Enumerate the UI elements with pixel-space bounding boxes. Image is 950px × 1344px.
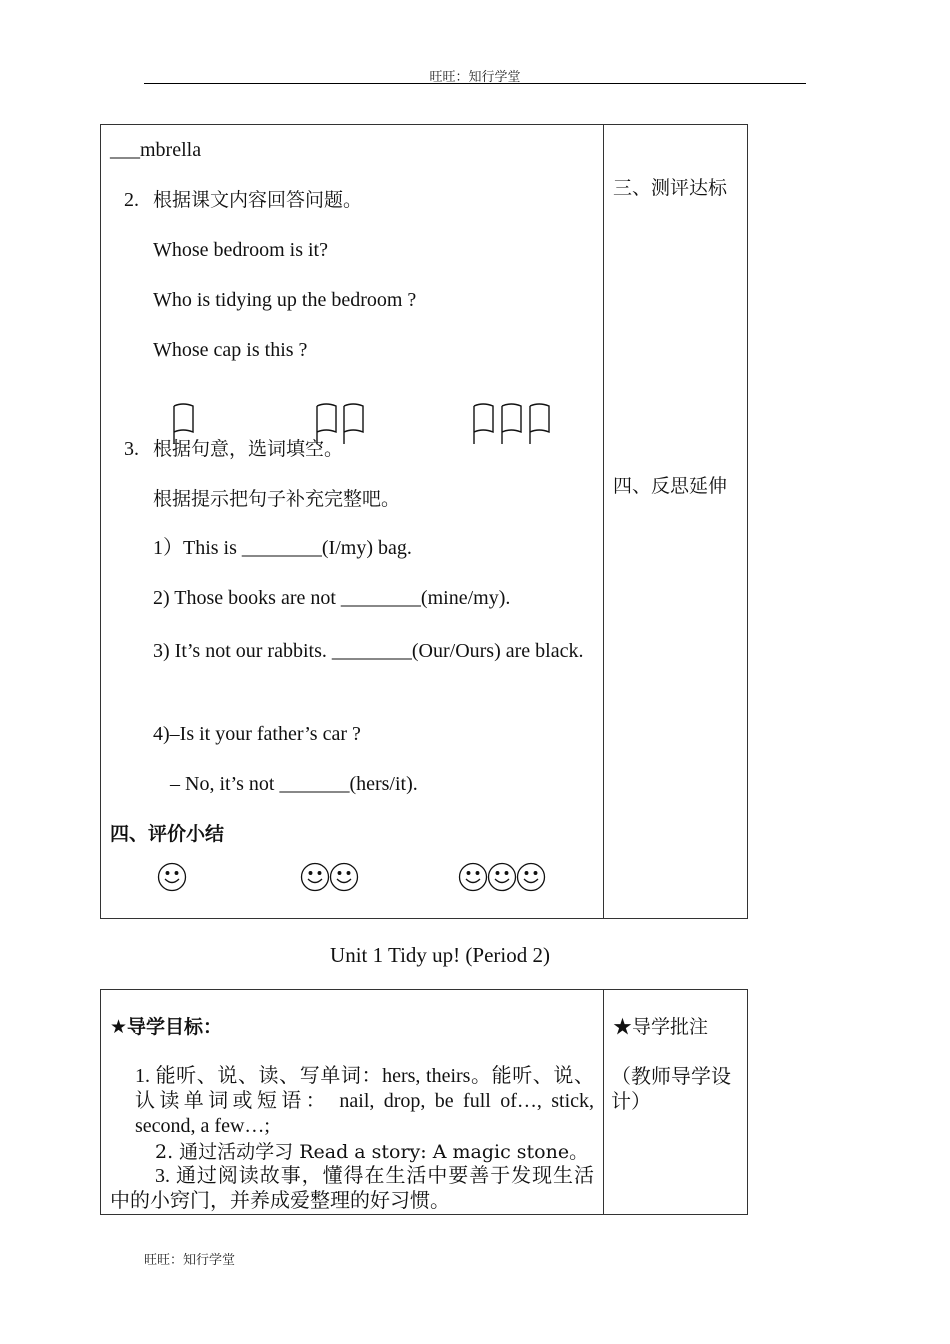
smiley-rating-two	[300, 862, 362, 892]
fill-blank-item: 4)–Is it your father’s car ?	[153, 723, 361, 745]
section-4-heading: 四、反思延伸	[613, 475, 728, 497]
previous-item: ___mbrella	[110, 139, 202, 161]
guide-goal-3: 3. 通过阅读故事，懂得在生活中要善于发现生活中的小窍门，并养成爱整理的好习惯。	[110, 1165, 594, 1212]
guide-goals-title: ★导学目标：	[110, 1016, 223, 1038]
fill-blank-item: 2) Those books are not ________(mine/my).	[153, 587, 511, 609]
page-footer: 旺旺：知行学堂	[144, 1253, 236, 1268]
lesson-title: Unit 1 Tidy up! (Period 2)	[330, 943, 550, 967]
question-3-prompt: 根据提示把句子补充完整吧。	[153, 488, 401, 510]
flag-icon	[344, 404, 363, 444]
fill-blank-item: 1）This is ________(I/my) bag.	[153, 537, 412, 559]
section-3-heading: 三、测评达标	[613, 177, 728, 199]
header-rule	[144, 83, 806, 84]
table-column-divider	[603, 124, 604, 919]
fill-blank-item: 3) It’s not our rabbits. ________(Our/Ours) are black.	[153, 640, 584, 662]
smiley-icon	[518, 864, 545, 891]
guide-notes-title: ★导学批注	[613, 1016, 709, 1038]
smiley-icon	[159, 864, 186, 891]
flag-icon	[502, 404, 521, 444]
guide-goal-1: 1. 能听、说、读、写单词：hers, theirs。能听、说、认读单词或短语： nail, drop, be full of…, stick, second, a few…;	[135, 1065, 594, 1137]
summary-title: 四、评价小结	[110, 823, 225, 845]
flag-icon	[474, 404, 493, 444]
fill-blank-item: – No, it’s not _______(hers/it).	[170, 773, 418, 795]
smiley-rating-one	[157, 862, 189, 892]
question-2-item: Whose bedroom is it?	[153, 239, 328, 261]
question-2-item: Who is tidying up the bedroom ?	[153, 289, 417, 311]
smiley-icon	[460, 864, 487, 891]
page-header: 旺旺：知行学堂	[429, 70, 521, 85]
guide-goal-2: 2. 通过活动学习 Read a story: A magic stone。	[155, 1141, 589, 1163]
table-column-divider	[603, 989, 604, 1215]
question-2-number: 2.	[124, 189, 139, 211]
question-2-title: 根据课文内容回答问题。	[153, 189, 363, 211]
smiley-rating-three	[458, 862, 550, 892]
smiley-icon	[302, 864, 329, 891]
smiley-icon	[489, 864, 516, 891]
guide-notes-text: （教师导学设计）	[611, 1066, 731, 1113]
question-2-item: Whose cap is this ?	[153, 339, 308, 361]
question-3-number: 3.	[124, 438, 139, 460]
flag-rating-three	[470, 402, 556, 446]
flag-icon	[530, 404, 549, 444]
question-3-title: 根据句意，选词填空。	[153, 438, 344, 460]
smiley-icon	[331, 864, 358, 891]
